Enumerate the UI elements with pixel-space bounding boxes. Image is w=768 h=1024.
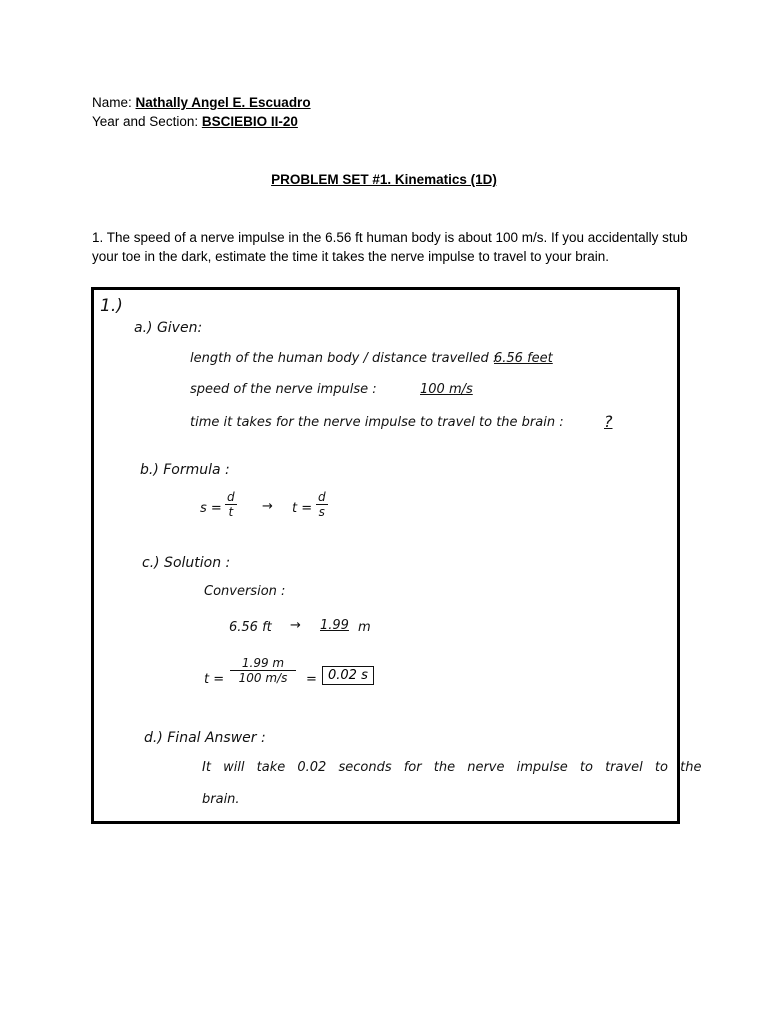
year-section-line xyxy=(92,114,298,129)
name-value: Nathally Angel E. Escuadro xyxy=(135,95,311,110)
final-answer-heading: d.) Final Answer : xyxy=(144,730,266,746)
formula-t: t = xyxy=(292,501,313,516)
final-answer-line-1: It will take 0.02 seconds for the nerve impulse to travel to the xyxy=(202,760,702,775)
problem-statement: 1. The speed of a nerve impulse in the 6.56 ft human body is about 100 m/s. If you accidentally stub your toe in the dark, estimate the time it takes the nerve impulse to travel to your brain. xyxy=(92,230,688,264)
given-distance-label: length of the human body / distance travelled : xyxy=(190,351,498,366)
calc-fraction xyxy=(230,656,296,685)
formula-t-numerator: d xyxy=(318,490,326,504)
formula-s-denominator: t xyxy=(228,505,234,519)
name-label: Name: xyxy=(92,95,136,110)
calc-numerator: 1.99 m xyxy=(230,656,296,671)
formula-s-numerator: d xyxy=(227,490,235,504)
given-speed-label: speed of the nerve impulse : xyxy=(190,382,377,397)
solution-number: 1.) xyxy=(100,296,123,316)
solution-heading: c.) Solution : xyxy=(142,555,231,571)
student-name-line xyxy=(92,95,311,110)
calc-denominator: 100 m/s xyxy=(238,671,288,685)
page-title: PROBLEM SET #1. Kinematics (1D) xyxy=(271,172,497,187)
calc-result-box: 0.02 s xyxy=(322,666,374,685)
conversion-label: Conversion : xyxy=(204,584,286,599)
formula-t-denominator: s xyxy=(318,505,325,519)
handwritten-solution-box xyxy=(91,287,702,824)
given-time-label: time it takes for the nerve impulse to travel to the brain : xyxy=(190,415,564,430)
given-heading: a.) Given: xyxy=(134,320,203,336)
formula-t-fraction xyxy=(316,490,328,519)
conversion-unit: m xyxy=(358,620,371,635)
formula-s: s = xyxy=(200,501,222,516)
formula-s-fraction xyxy=(225,490,237,519)
conversion-arrow-icon: → xyxy=(290,618,301,633)
final-answer-line-2: brain. xyxy=(202,792,240,807)
conversion-from: 6.56 ft xyxy=(229,620,272,635)
conversion-to: 1.99 xyxy=(320,618,349,633)
section-value: BSCIEBIO II-20 xyxy=(201,114,298,129)
calc-equals: = xyxy=(306,672,317,687)
given-time-value: ? xyxy=(604,412,613,431)
formula-arrow-icon: → xyxy=(262,499,273,514)
given-distance-value: 6.56 feet xyxy=(494,351,553,366)
section-label: Year and Section: xyxy=(92,114,202,129)
calc-t: t = xyxy=(204,672,225,687)
given-speed-value: 100 m/s xyxy=(420,382,473,397)
formula-heading: b.) Formula : xyxy=(140,462,230,478)
